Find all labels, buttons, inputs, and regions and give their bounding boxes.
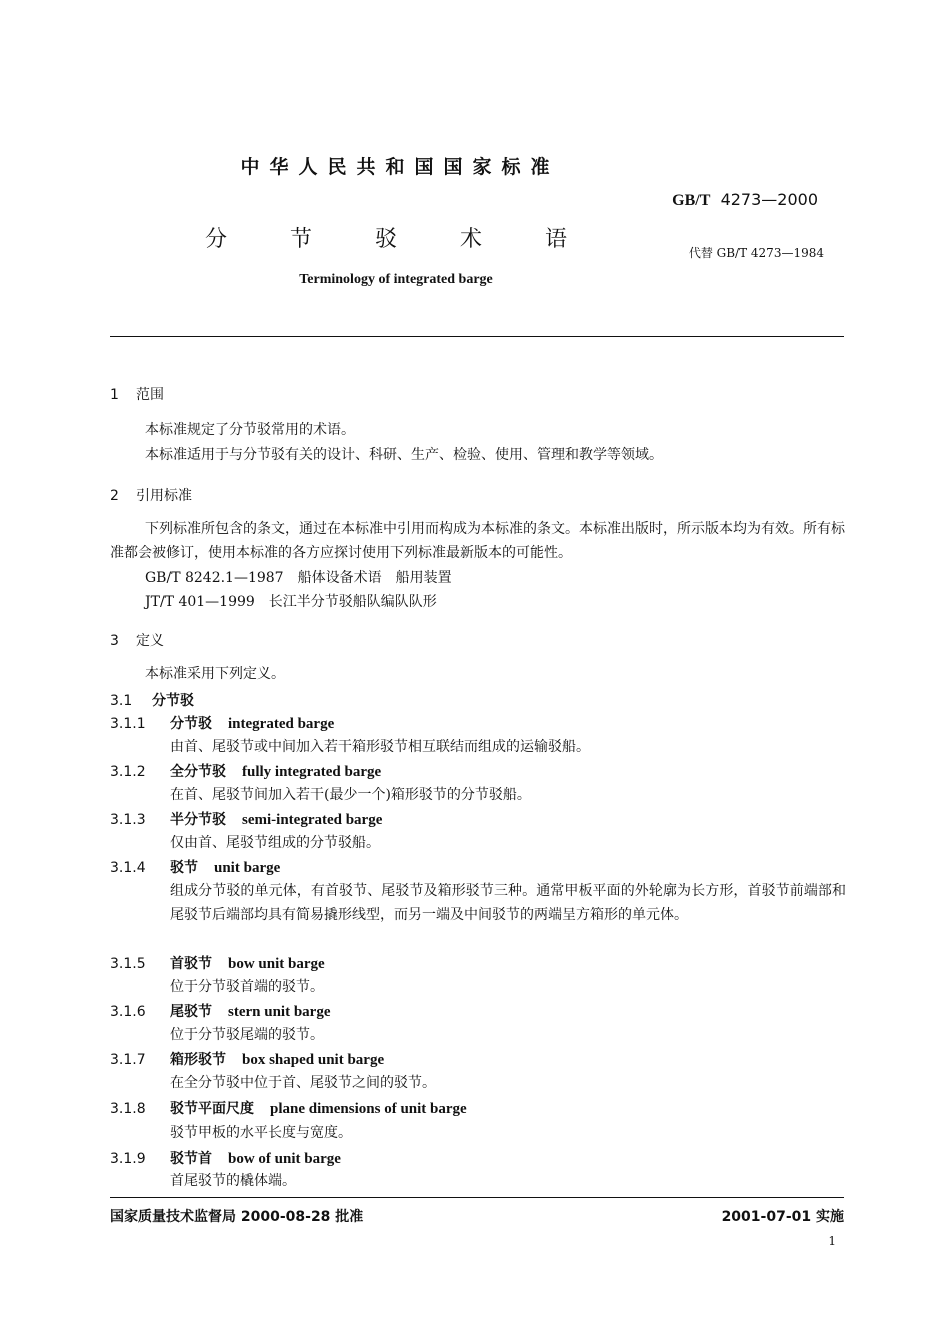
- term-definition: 在全分节驳中位于首、尾驳节之间的驳节。: [170, 1075, 436, 1091]
- term-heading: [110, 1049, 384, 1069]
- section-1-para-2: 本标准适用于与分节驳有关的设计、科研、生产、检验、使用、管理和教学等领域。: [145, 447, 663, 463]
- reference-1: GB/T 8242.1—1987 船体设备术语 船用装置: [145, 570, 452, 586]
- effective-date: 2001-07-01 实施: [721, 1209, 844, 1225]
- section-1-heading: [110, 384, 164, 404]
- term-heading: [110, 713, 334, 733]
- section-3-heading: [110, 630, 164, 650]
- replaces-standard: 代替 GB/T 4273—1984: [688, 246, 824, 260]
- term-number: 3.1.1: [110, 716, 146, 732]
- term-heading: [110, 761, 381, 781]
- page-number: 1: [828, 1234, 836, 1248]
- document-title-en: Terminology of integrated barge: [299, 272, 493, 287]
- term-number: 3.1.5: [110, 956, 146, 972]
- term-number: 3.1.3: [110, 812, 146, 828]
- term-en: stern unit barge: [228, 1004, 331, 1020]
- term-definition: 首尾驳节的橇体端。: [170, 1173, 296, 1189]
- reference-2: JT/T 401—1999 长江半分节驳船队编队队形: [145, 594, 437, 610]
- subsection-number: 3.1: [110, 693, 133, 709]
- term-zh: 尾驳节: [170, 1004, 212, 1020]
- term-en: bow unit barge: [228, 956, 325, 972]
- term-heading: [110, 1148, 341, 1168]
- issuer-title: 中华人民共和国国家标准: [240, 156, 560, 178]
- term-number: 3.1.2: [110, 764, 146, 780]
- term-en: integrated barge: [228, 716, 335, 732]
- term-definition: 位于分节驳尾端的驳节。: [170, 1027, 324, 1043]
- section-number: 2: [110, 488, 119, 504]
- term-definition: 由首、尾驳节或中间加入若干箱形驳节相互联结而组成的运输驳船。: [170, 739, 590, 755]
- section-2-heading: [110, 485, 192, 505]
- term-zh: 分节驳: [170, 716, 212, 732]
- term-zh: 全分节驳: [170, 764, 226, 780]
- footer-rule: [110, 1197, 844, 1198]
- term-zh: 箱形驳节: [170, 1052, 226, 1068]
- term-en: plane dimensions of unit barge: [270, 1101, 467, 1117]
- term-heading: [110, 1001, 331, 1021]
- term-number: 3.1.8: [110, 1101, 146, 1117]
- term-heading: [110, 953, 325, 973]
- subsection-3-1-heading: [110, 690, 194, 710]
- section-title: 引用标准: [136, 488, 192, 504]
- section-title: 范围: [136, 387, 164, 403]
- section-1-para-1: 本标准规定了分节驳常用的术语。: [145, 422, 355, 438]
- term-definition: 驳节甲板的水平长度与宽度。: [170, 1125, 352, 1141]
- document-title-zh: 分 节 驳 术 语: [205, 227, 595, 252]
- term-zh: 首驳节: [170, 956, 212, 972]
- term-number: 3.1.7: [110, 1052, 146, 1068]
- term-definition: 在首、尾驳节间加入若干(最少一个)箱形驳节的分节驳船。: [170, 787, 531, 803]
- section-2-para-1: 下列标准所包含的条文，通过在本标准中引用而构成为本标准的条文。本标准出版时，所示版本均为有效。所有标准都会被修订，使用本标准的各方应探讨使用下列标准最新版本的可能性。: [110, 521, 845, 561]
- subsection-title: 分节驳: [152, 693, 194, 709]
- section-number: 1: [110, 387, 119, 403]
- term-definition: 仅由首、尾驳节组成的分节驳船。: [170, 835, 380, 851]
- standard-code: 4273—2000: [720, 190, 818, 209]
- term-en: unit barge: [214, 860, 281, 876]
- term-number: 3.1.6: [110, 1004, 146, 1020]
- term-en: bow of unit barge: [228, 1151, 341, 1167]
- term-number: 3.1.9: [110, 1151, 146, 1167]
- term-zh: 驳节首: [170, 1151, 212, 1167]
- term-en: fully integrated barge: [242, 764, 382, 780]
- standard-number: [672, 190, 818, 210]
- section-title: 定义: [136, 633, 164, 649]
- term-definition: 组成分节驳的单元体，有首驳节、尾驳节及箱形驳节三种。通常甲板平面的外轮廓为长方形，首驳节前端部和尾驳节后端部均具有简易撬形线型，而另一端及中间驳节的两端呈方箱形的单元体。: [170, 883, 846, 923]
- term-heading: [110, 809, 382, 829]
- term-zh: 驳节平面尺度: [170, 1101, 254, 1117]
- header-rule: [110, 336, 844, 337]
- term-heading: [110, 857, 280, 877]
- term-definition: 位于分节驳首端的驳节。: [170, 979, 324, 995]
- term-en: semi-integrated barge: [242, 812, 383, 828]
- section-number: 3: [110, 633, 119, 649]
- term-zh: 驳节: [170, 860, 198, 876]
- term-zh: 半分节驳: [170, 812, 226, 828]
- term-en: box shaped unit barge: [242, 1052, 385, 1068]
- term-heading: [110, 1098, 467, 1118]
- section-3-para-1: 本标准采用下列定义。: [145, 666, 285, 682]
- standard-prefix: GB/T: [672, 192, 711, 209]
- term-number: 3.1.4: [110, 860, 146, 876]
- approval-info: 国家质量技术监督局 2000-08-28 批准: [110, 1209, 364, 1225]
